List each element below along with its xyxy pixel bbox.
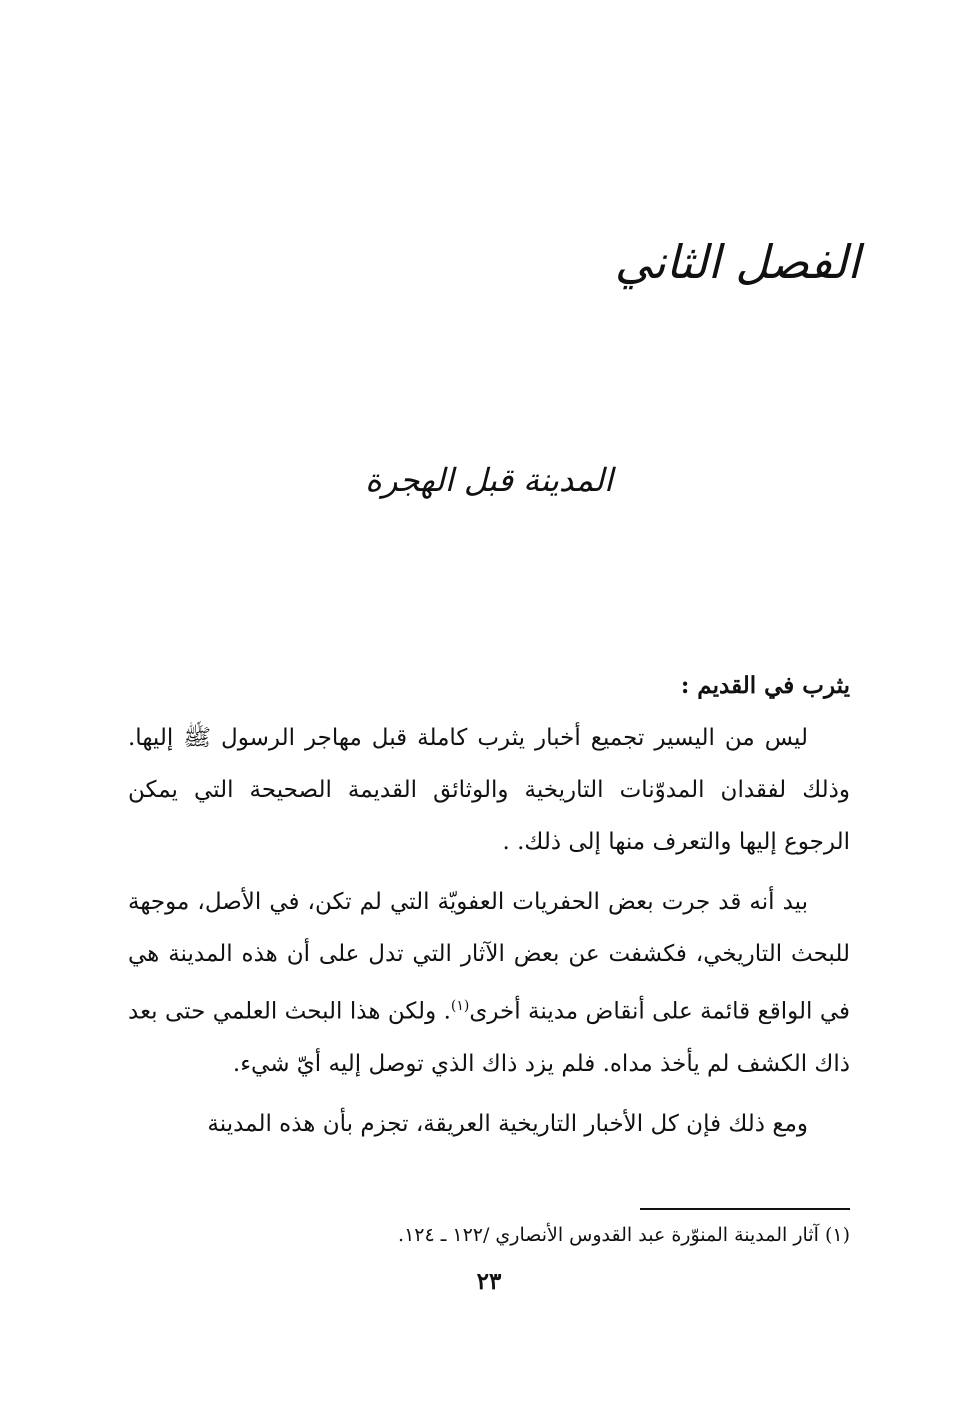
paragraph-1: ليس من اليسير تجميع أخبار يثرب كاملة قبل مهاجر الرسول ﷺ إليها. وذلك لفقدان المدوّنات التاريخية والوثائق القديمة الصحيحة التي يمكن الرجوع إليها والتعرف منها إلى ذلك. .: [128, 725, 850, 855]
section-heading: يثرب في القديم :: [680, 672, 850, 699]
paragraph-2-continued: ولكن هذا البحث العلمي حتى بعد ذاك الكشف لم يأخذ مداه. فلم يزد ذاك الذي توصل إليه أيّ شيء.: [128, 998, 850, 1077]
chapter-title: الفصل الثاني: [614, 235, 860, 289]
paragraph-3: ومع ذلك فإن كل الأخبار التاريخية العريقة، تجزم بأن هذه المدينة: [207, 1110, 808, 1137]
body-text: [128, 660, 850, 1158]
chapter-subtitle: المدينة قبل الهجرة: [365, 461, 613, 499]
footnote-reference: (١): [450, 998, 470, 1014]
footnote: (١) آثار المدينة المنوّرة عبد القدوس الأنصاري /١٢٢ ـ ١٢٤.: [398, 1224, 850, 1246]
paragraph-2-text: بيد أنه قد جرت بعض الحفريات العفويّة التي لم تكن، في الأصل، موجهة للبحث التاريخي، فكشفت عن بعض الآثار التي تدل على أن هذه المدينة هي في الواقع قائمة على أنقاض مدينة أخرى: [128, 889, 850, 1025]
paragraph-2: [128, 876, 850, 1090]
paragraph-2-end: .: [443, 998, 451, 1025]
page-number: ٢٣: [476, 1268, 502, 1295]
footnote-divider: [640, 1208, 850, 1210]
